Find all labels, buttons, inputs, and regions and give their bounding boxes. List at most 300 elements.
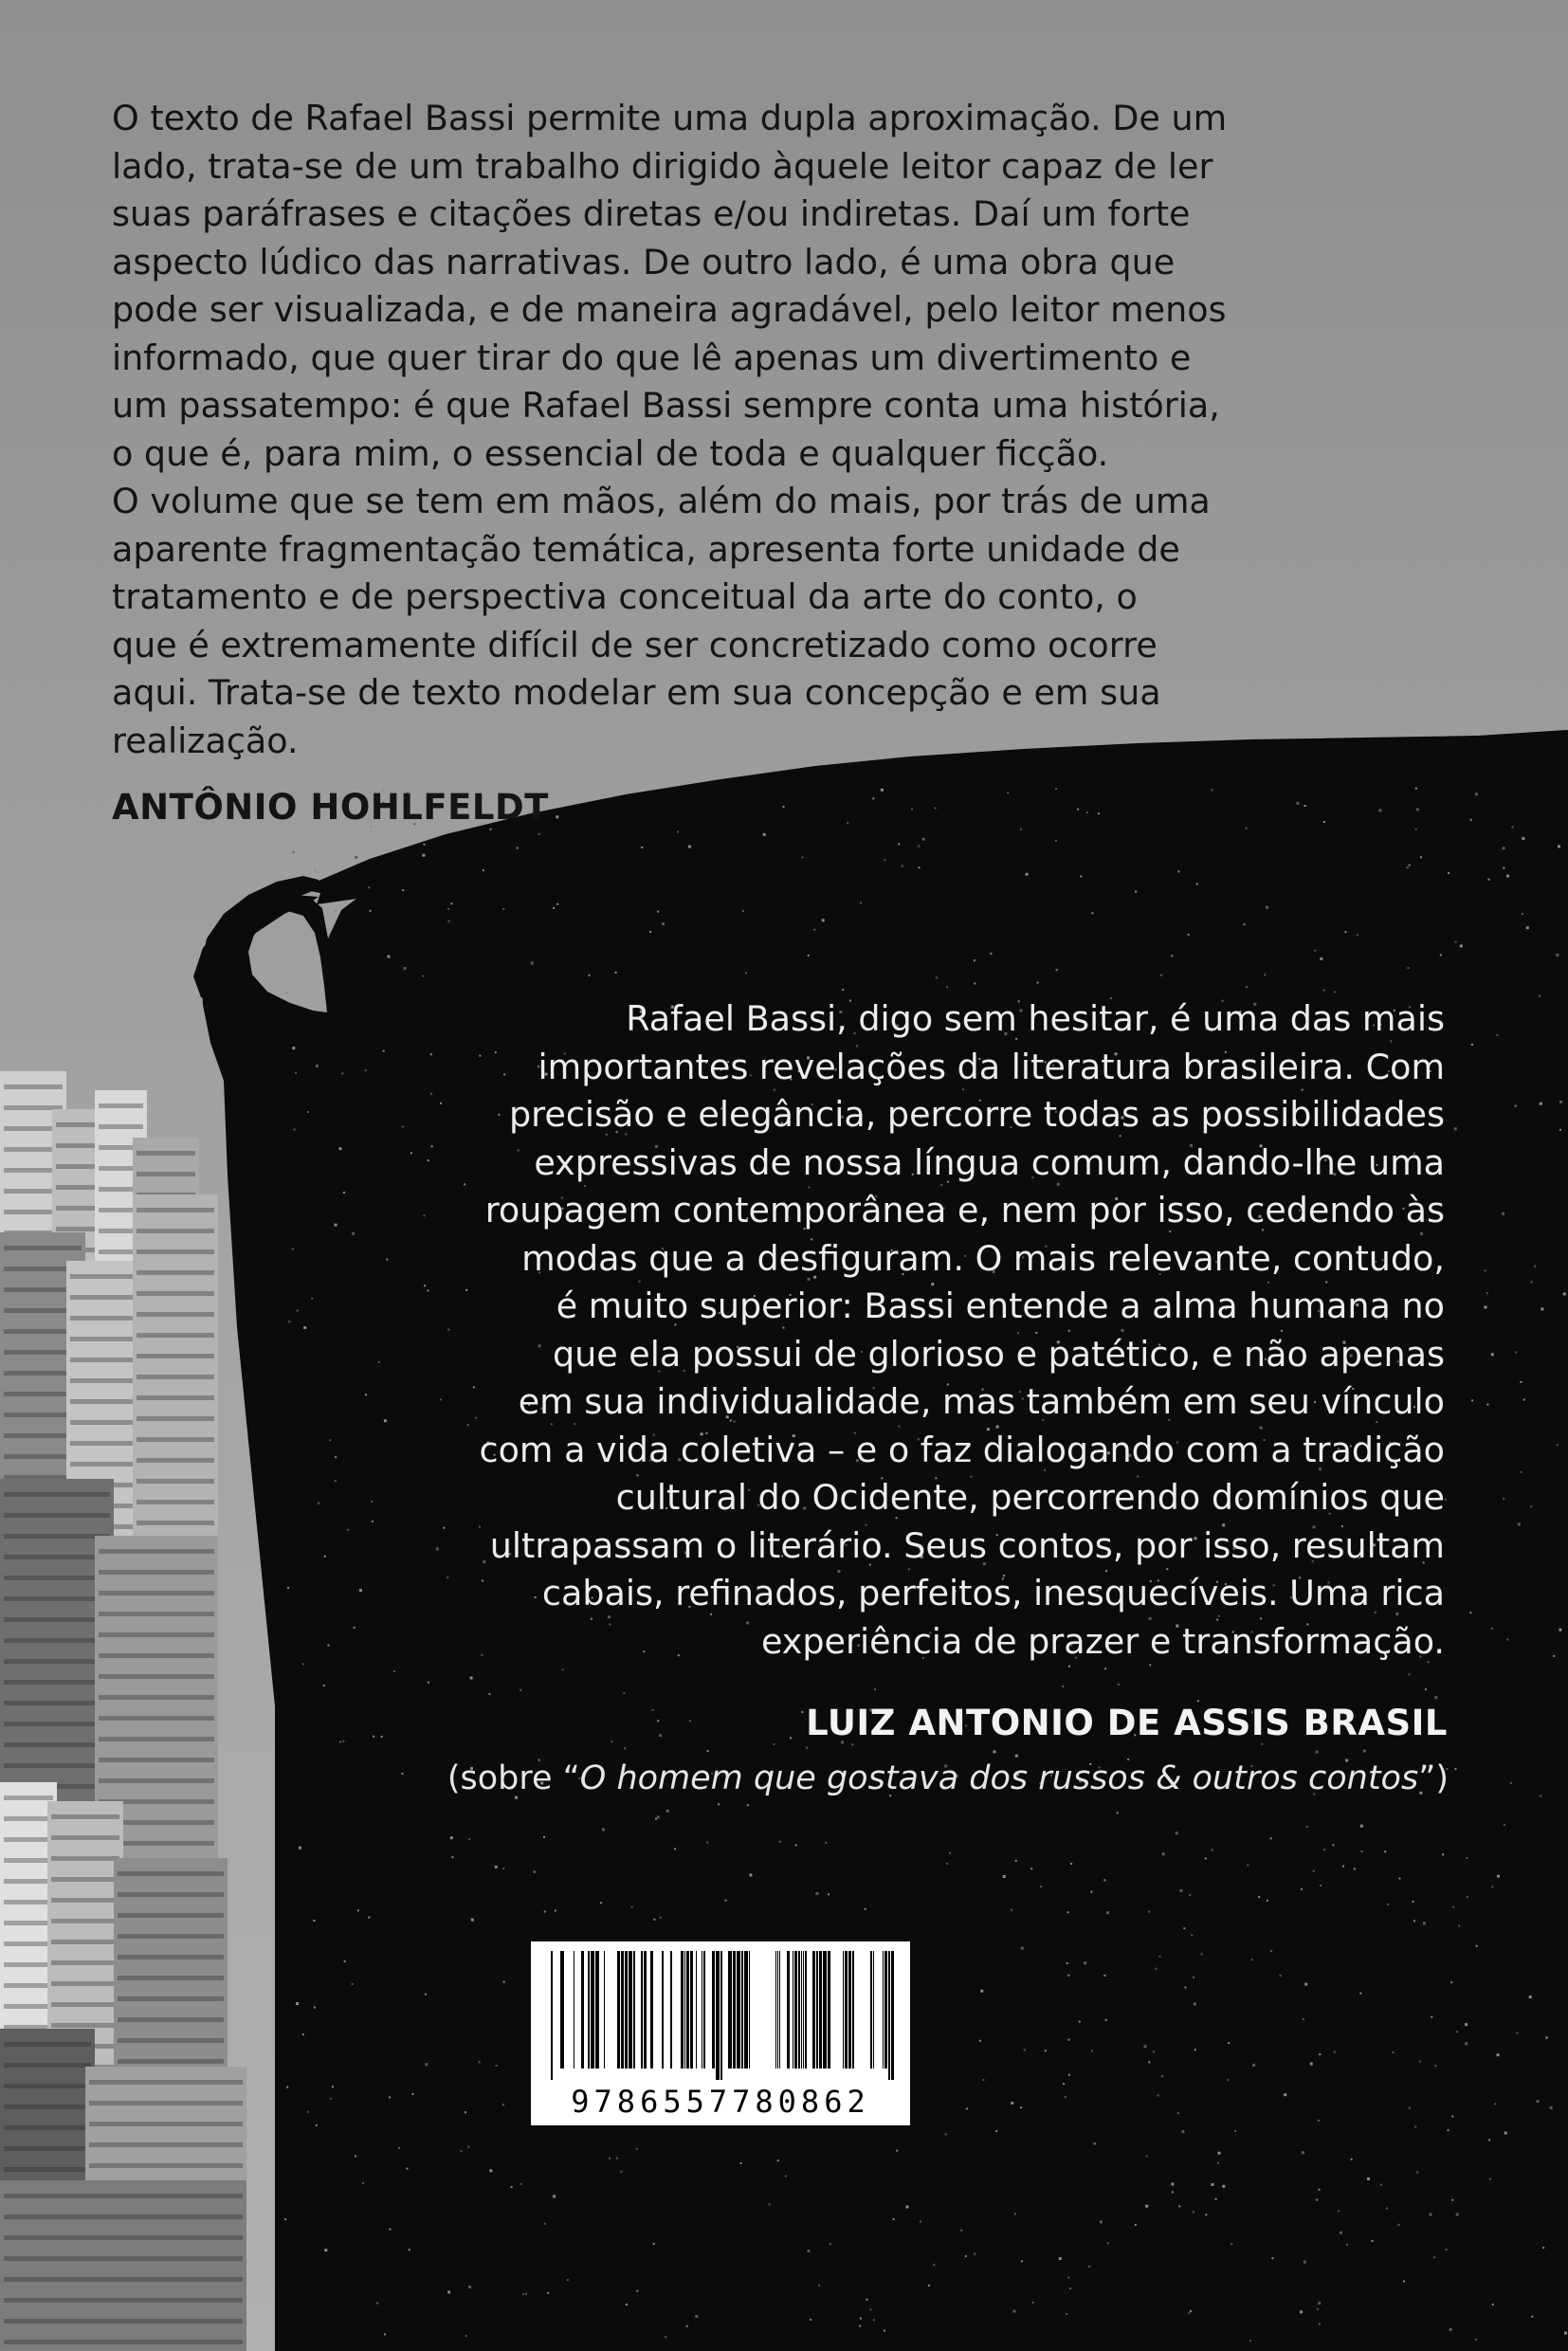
speckle [928, 2285, 930, 2287]
city-skyline [0, 1071, 246, 2351]
barcode-bar [798, 1951, 800, 2069]
barcode-bar [684, 1951, 685, 2069]
speckle [1304, 805, 1306, 807]
speckle [409, 2249, 410, 2251]
building-window-row [4, 1795, 53, 1800]
speckle [1284, 2093, 1286, 2096]
speckle [489, 1693, 491, 1695]
speckle [706, 1842, 708, 1844]
speckle [1520, 1381, 1522, 1383]
speckle [1323, 821, 1325, 823]
speckle [1069, 2287, 1071, 2289]
speckle [553, 2195, 556, 2197]
building-window-row [4, 2256, 243, 2261]
speckle [1205, 2214, 1207, 2215]
building-window-row [118, 1976, 224, 1980]
speckle [1228, 2079, 1230, 2081]
speckle [1105, 2019, 1107, 2021]
speckle [1266, 906, 1268, 909]
speckle [1446, 2249, 1448, 2251]
speckle [1363, 1750, 1366, 1753]
speckle [293, 851, 295, 853]
source-book-title: O homem que gostava dos russos & outros contos [579, 1759, 1419, 1797]
speckle [1247, 1865, 1249, 1867]
barcode-bar [891, 1951, 894, 2080]
speckle [742, 910, 744, 912]
speckle [906, 2206, 909, 2209]
speckle [1518, 1523, 1521, 1526]
barcode-bar [888, 1951, 890, 2080]
speckle [544, 1911, 546, 1913]
speckle [884, 2330, 885, 2332]
speckle [424, 844, 426, 846]
review-1-line: lado, trata-se de um trabalho dirigido àquele leitor capaz de ler [112, 145, 1213, 187]
speckle [851, 1743, 853, 1745]
speckle [1458, 1925, 1460, 1927]
speckle [1451, 2199, 1453, 2201]
speckle [707, 1750, 709, 1752]
speckle [1454, 1127, 1457, 1130]
speckle [1176, 1832, 1178, 1834]
speckle [600, 1902, 602, 1904]
speckle [1161, 2075, 1163, 2077]
speckle [447, 920, 449, 922]
speckle [990, 953, 992, 955]
speckle [1158, 2095, 1159, 2097]
speckle [1553, 1655, 1555, 1657]
speckle [556, 903, 558, 905]
speckle [1021, 2260, 1023, 2262]
building-window-row [137, 1437, 214, 1442]
speckle [674, 1848, 676, 1850]
barcode-bar [703, 1951, 705, 2069]
speckle [589, 975, 591, 976]
building-window-row [4, 1763, 110, 1768]
speckle [1264, 974, 1266, 975]
speckle [1271, 2257, 1273, 2259]
speckle [1143, 2045, 1146, 2048]
speckle [1334, 2051, 1336, 2053]
barcode-bar [720, 1951, 722, 2080]
speckle [1510, 1782, 1512, 1784]
speckle [1351, 2159, 1353, 2160]
barcode-bar [801, 1951, 802, 2069]
speckle [1502, 1212, 1504, 1215]
review-1-line: o que é, para mim, o essencial de toda e qualquer ficção. [112, 432, 1109, 474]
speckle [465, 2335, 467, 2337]
speckle [1177, 870, 1179, 872]
barcode-bar [845, 1951, 848, 2069]
speckle [1188, 934, 1190, 936]
building-window-row [137, 1172, 195, 1176]
speckle [544, 2223, 546, 2225]
speckle [1448, 2129, 1449, 2131]
speckle [1007, 792, 1009, 793]
barcode-bar [696, 1951, 697, 2069]
speckle [1516, 2032, 1518, 2034]
speckle [368, 886, 370, 888]
speckle [1559, 1629, 1561, 1631]
building-window-row [137, 1375, 214, 1379]
speckle [779, 1841, 781, 1843]
speckle [1079, 2021, 1081, 2023]
building-window-row [51, 2002, 119, 2007]
building-window-row [118, 1871, 224, 1876]
speckle [517, 847, 519, 849]
speckle [1103, 1879, 1105, 1881]
speckle [381, 1736, 383, 1738]
speckle [547, 2292, 549, 2294]
speckle [1522, 837, 1524, 840]
barcode-bar [560, 1951, 564, 2069]
speckle [806, 1747, 808, 1749]
review-2-line: cultural do Ocidente, percorrendo domínios que [615, 1477, 1445, 1518]
building-window-row [137, 1500, 214, 1504]
speckle [470, 1677, 473, 1680]
building-window-row [4, 2105, 91, 2109]
speckle [1451, 2116, 1453, 2118]
building-window-row [118, 2059, 224, 2064]
speckle [602, 1828, 605, 1831]
speckle [1252, 2064, 1255, 2067]
speckle [1222, 2185, 1225, 2188]
speckle [1067, 1962, 1068, 1964]
speckle [1414, 2126, 1416, 2128]
speckle [316, 2124, 318, 2126]
speckle [866, 2299, 867, 2301]
speckle [534, 1871, 536, 1873]
building-window-row [4, 2146, 91, 2151]
speckle [655, 1818, 657, 1820]
speckle [344, 1960, 346, 1962]
building-window-row [99, 1695, 214, 1700]
source-prefix: (sobre “ [447, 1759, 580, 1797]
speckle [1313, 1870, 1315, 1872]
speckle [1530, 1281, 1532, 1283]
speckle [1062, 1686, 1064, 1687]
building-window-row [89, 2142, 243, 2147]
speckle [1342, 1866, 1344, 1868]
barcode-bar [551, 1951, 553, 2080]
speckle [452, 1856, 454, 1858]
speckle [1522, 913, 1523, 915]
speckle [718, 1803, 720, 1805]
review-2-line: precisão e elegância, percorre todas as possibilidades [509, 1094, 1445, 1135]
speckle [314, 2007, 316, 2009]
speckle [313, 1920, 315, 1922]
review-2-line: com a vida coletiva – e o faz dialogando com a tradição [479, 1429, 1445, 1470]
speckle [335, 910, 337, 912]
speckle [949, 1852, 951, 1854]
speckle [1403, 2281, 1405, 2283]
barcode-bar [812, 1951, 815, 2069]
speckle [1316, 2199, 1318, 2201]
speckle [979, 2040, 981, 2042]
barcode-bar [621, 1951, 624, 2069]
speckle [1090, 1891, 1092, 1893]
speckle [1564, 2332, 1567, 2335]
speckle [688, 846, 691, 848]
speckle [1215, 2198, 1217, 2200]
building-window-row [137, 1333, 214, 1338]
barcode-bar [581, 1951, 584, 2069]
building-window-row [51, 1919, 119, 1923]
speckle [1354, 1868, 1356, 1869]
speckle [1448, 872, 1449, 874]
speckle [447, 2290, 450, 2293]
speckle [747, 1804, 749, 1806]
building-window-row [51, 1877, 119, 1882]
speckle [774, 1743, 775, 1745]
speckle [982, 2079, 984, 2081]
speckle [355, 856, 357, 859]
speckle [873, 2319, 875, 2321]
barcode-bar [662, 1951, 664, 2069]
review-1-line: realização. [112, 720, 299, 761]
speckle [1504, 2132, 1507, 2135]
speckle [620, 2171, 622, 2173]
speckle [785, 2176, 787, 2178]
speckle [865, 1908, 866, 1910]
speckle [1153, 2050, 1155, 2052]
building-window-row [99, 1612, 214, 1616]
barcode-bar [884, 1951, 887, 2069]
speckle [1032, 2302, 1034, 2304]
speckle [352, 1983, 354, 1985]
speckle [1212, 1850, 1213, 1851]
review-1-text [112, 95, 1344, 765]
speckle [1194, 2049, 1196, 2050]
speckle [1415, 788, 1417, 790]
speckle [402, 889, 404, 891]
speckle [468, 1838, 470, 1840]
isbn-number: 9786557780862 [571, 2084, 870, 2120]
speckle [495, 1866, 498, 1868]
speckle [1091, 912, 1093, 914]
speckle [1188, 2312, 1190, 2314]
speckle [659, 1734, 662, 1737]
speckle [1486, 1292, 1488, 1294]
speckle [1302, 2151, 1304, 2154]
speckle [562, 1668, 564, 1670]
speckle [1014, 2213, 1016, 2214]
speckle [1456, 2031, 1458, 2032]
speckle [859, 2325, 861, 2327]
speckle [1212, 2183, 1214, 2186]
speckle [1425, 1688, 1427, 1690]
speckle [299, 1847, 301, 1850]
barcode-bar [883, 1951, 884, 2069]
speckle [1135, 891, 1137, 893]
speckle [653, 2243, 655, 2245]
review-1-line: informado, que quer tirar do que lê apenas um divertimento e [112, 337, 1192, 378]
speckle [1171, 955, 1173, 957]
speckle [808, 2250, 811, 2252]
barcode-bar [787, 1951, 790, 2069]
review-2-text [212, 995, 1445, 1666]
speckle [649, 931, 651, 933]
building-window-row [51, 1814, 119, 1819]
speckle [1442, 1853, 1444, 1855]
speckle [1063, 2083, 1065, 2085]
speckle [1503, 1498, 1504, 1500]
speckle [1297, 802, 1300, 805]
speckle [467, 2146, 469, 2148]
speckle [1434, 1696, 1437, 1699]
speckle [657, 1720, 659, 1722]
isbn-barcode [531, 1941, 910, 2125]
speckle [1465, 2042, 1468, 2045]
speckle [1319, 2053, 1321, 2055]
review-1-line: tratamento e de perspectiva conceitual da arte do conto, o [112, 576, 1138, 617]
speckle [1496, 1034, 1498, 1036]
speckle [623, 1692, 625, 1694]
review-2-line: cabais, refinados, perfeitos, inesquecíveis. Uma rica [541, 1573, 1445, 1613]
speckle [1190, 2310, 1192, 2312]
building-window-row [70, 1358, 138, 1362]
speckle [567, 2279, 569, 2281]
speckle [1183, 1927, 1185, 1929]
building-window-row [4, 1900, 53, 1904]
speckle [974, 983, 975, 985]
speckle [1270, 1837, 1272, 1839]
review-2-line: é muito superior: Bassi entende a alma humana no [556, 1285, 1445, 1326]
building-window-row [4, 1816, 53, 1821]
speckle [1409, 2107, 1411, 2109]
speckle [860, 2318, 862, 2320]
speckle [1267, 1900, 1268, 1902]
barcode-bar [823, 1951, 827, 2069]
speckle [631, 1906, 633, 1908]
building-window-row [4, 2042, 91, 2047]
speckle [965, 2255, 967, 2257]
speckle [1068, 1666, 1070, 1668]
speckle [384, 2333, 386, 2335]
speckle [1433, 2256, 1435, 2258]
speckle [1067, 1975, 1069, 1977]
speckle [893, 2218, 895, 2220]
speckle [1077, 809, 1079, 811]
building-window-row [137, 1151, 195, 1156]
speckle [911, 809, 913, 811]
speckle [1523, 1399, 1525, 1401]
speckle [946, 986, 948, 988]
speckle [1475, 2339, 1477, 2341]
speckle [745, 972, 747, 974]
building-window-row [70, 1316, 138, 1321]
speckle [1460, 944, 1463, 947]
speckle [465, 2111, 466, 2113]
speckle [411, 2093, 413, 2095]
speckle [616, 2158, 618, 2160]
barcode-bars [546, 1951, 895, 2080]
speckle [1512, 826, 1514, 828]
speckle [1067, 2039, 1069, 2041]
barcode-bar [843, 1951, 844, 2069]
speckle [1520, 1471, 1522, 1473]
speckle [357, 1909, 359, 1911]
speckle [1455, 1768, 1457, 1770]
speckle [1228, 2042, 1230, 2044]
speckle [1040, 1886, 1042, 1887]
barcode-bar [816, 1951, 818, 2069]
speckle [1559, 1101, 1562, 1103]
speckle [1011, 1909, 1012, 1911]
speckle [553, 907, 555, 909]
speckle [450, 1836, 453, 1839]
speckle [946, 1863, 948, 1865]
speckle [660, 1917, 662, 1919]
barcode-bar [803, 1951, 804, 2069]
speckle [1332, 1844, 1334, 1846]
speckle [511, 2186, 513, 2188]
speckle [373, 1736, 374, 1738]
speckle [1506, 1639, 1508, 1641]
review-2-line: modas que a desfiguram. O mais relevante, contudo, [521, 1237, 1445, 1279]
speckle [1534, 1266, 1536, 1267]
building-window-row [89, 2101, 243, 2105]
speckle [450, 902, 452, 904]
speckle [324, 2249, 327, 2251]
speckle [1452, 1906, 1454, 1908]
speckle [387, 956, 390, 958]
speckle [1067, 1911, 1069, 1913]
speckle [884, 859, 885, 861]
speckle [1084, 1961, 1086, 1964]
speckle [1086, 811, 1088, 813]
review-2-line: roupagem contemporânea e, nem por isso, cedendo às [484, 1190, 1445, 1230]
speckle [813, 929, 815, 931]
speckle [307, 2111, 309, 2113]
barcode-bar [633, 1951, 635, 2069]
speckle [1145, 2205, 1148, 2208]
building-window-row [99, 1778, 214, 1783]
speckle [1021, 1947, 1024, 1950]
speckle [330, 2098, 332, 2100]
speckle [790, 1737, 792, 1739]
speckle [1386, 2208, 1388, 2210]
speckle [479, 2061, 481, 2063]
speckle [1080, 876, 1082, 878]
speckle [1323, 990, 1325, 992]
speckle [1056, 969, 1058, 971]
speckle [1320, 1885, 1322, 1886]
speckle [1440, 954, 1442, 956]
review-2-line: importantes revelações da literatura brasileira. Com [538, 1046, 1445, 1087]
speckle [1304, 2261, 1306, 2264]
speckle [1550, 2106, 1553, 2109]
barcode-bar [873, 1951, 874, 2069]
speckle [1117, 1812, 1119, 1813]
speckle [662, 922, 665, 925]
speckle [898, 844, 900, 846]
barcode-bar [744, 1951, 748, 2069]
building-window-row [137, 1291, 214, 1296]
barcode-bar [644, 1951, 647, 2069]
speckle [1317, 2308, 1319, 2310]
speckle [1409, 865, 1411, 866]
review-2-line: Rafael Bassi, digo sem hesitar, é uma das mais [626, 998, 1445, 1039]
barcode-bar [779, 1951, 780, 2069]
speckle [1319, 2189, 1321, 2191]
building-window-row [70, 1399, 138, 1404]
barcode-bar [595, 1951, 599, 2069]
building-window-row [4, 1680, 110, 1685]
speckle [902, 866, 903, 867]
building-window-row [4, 1555, 110, 1559]
speckle [802, 856, 804, 858]
building-window-row [51, 1835, 119, 1840]
